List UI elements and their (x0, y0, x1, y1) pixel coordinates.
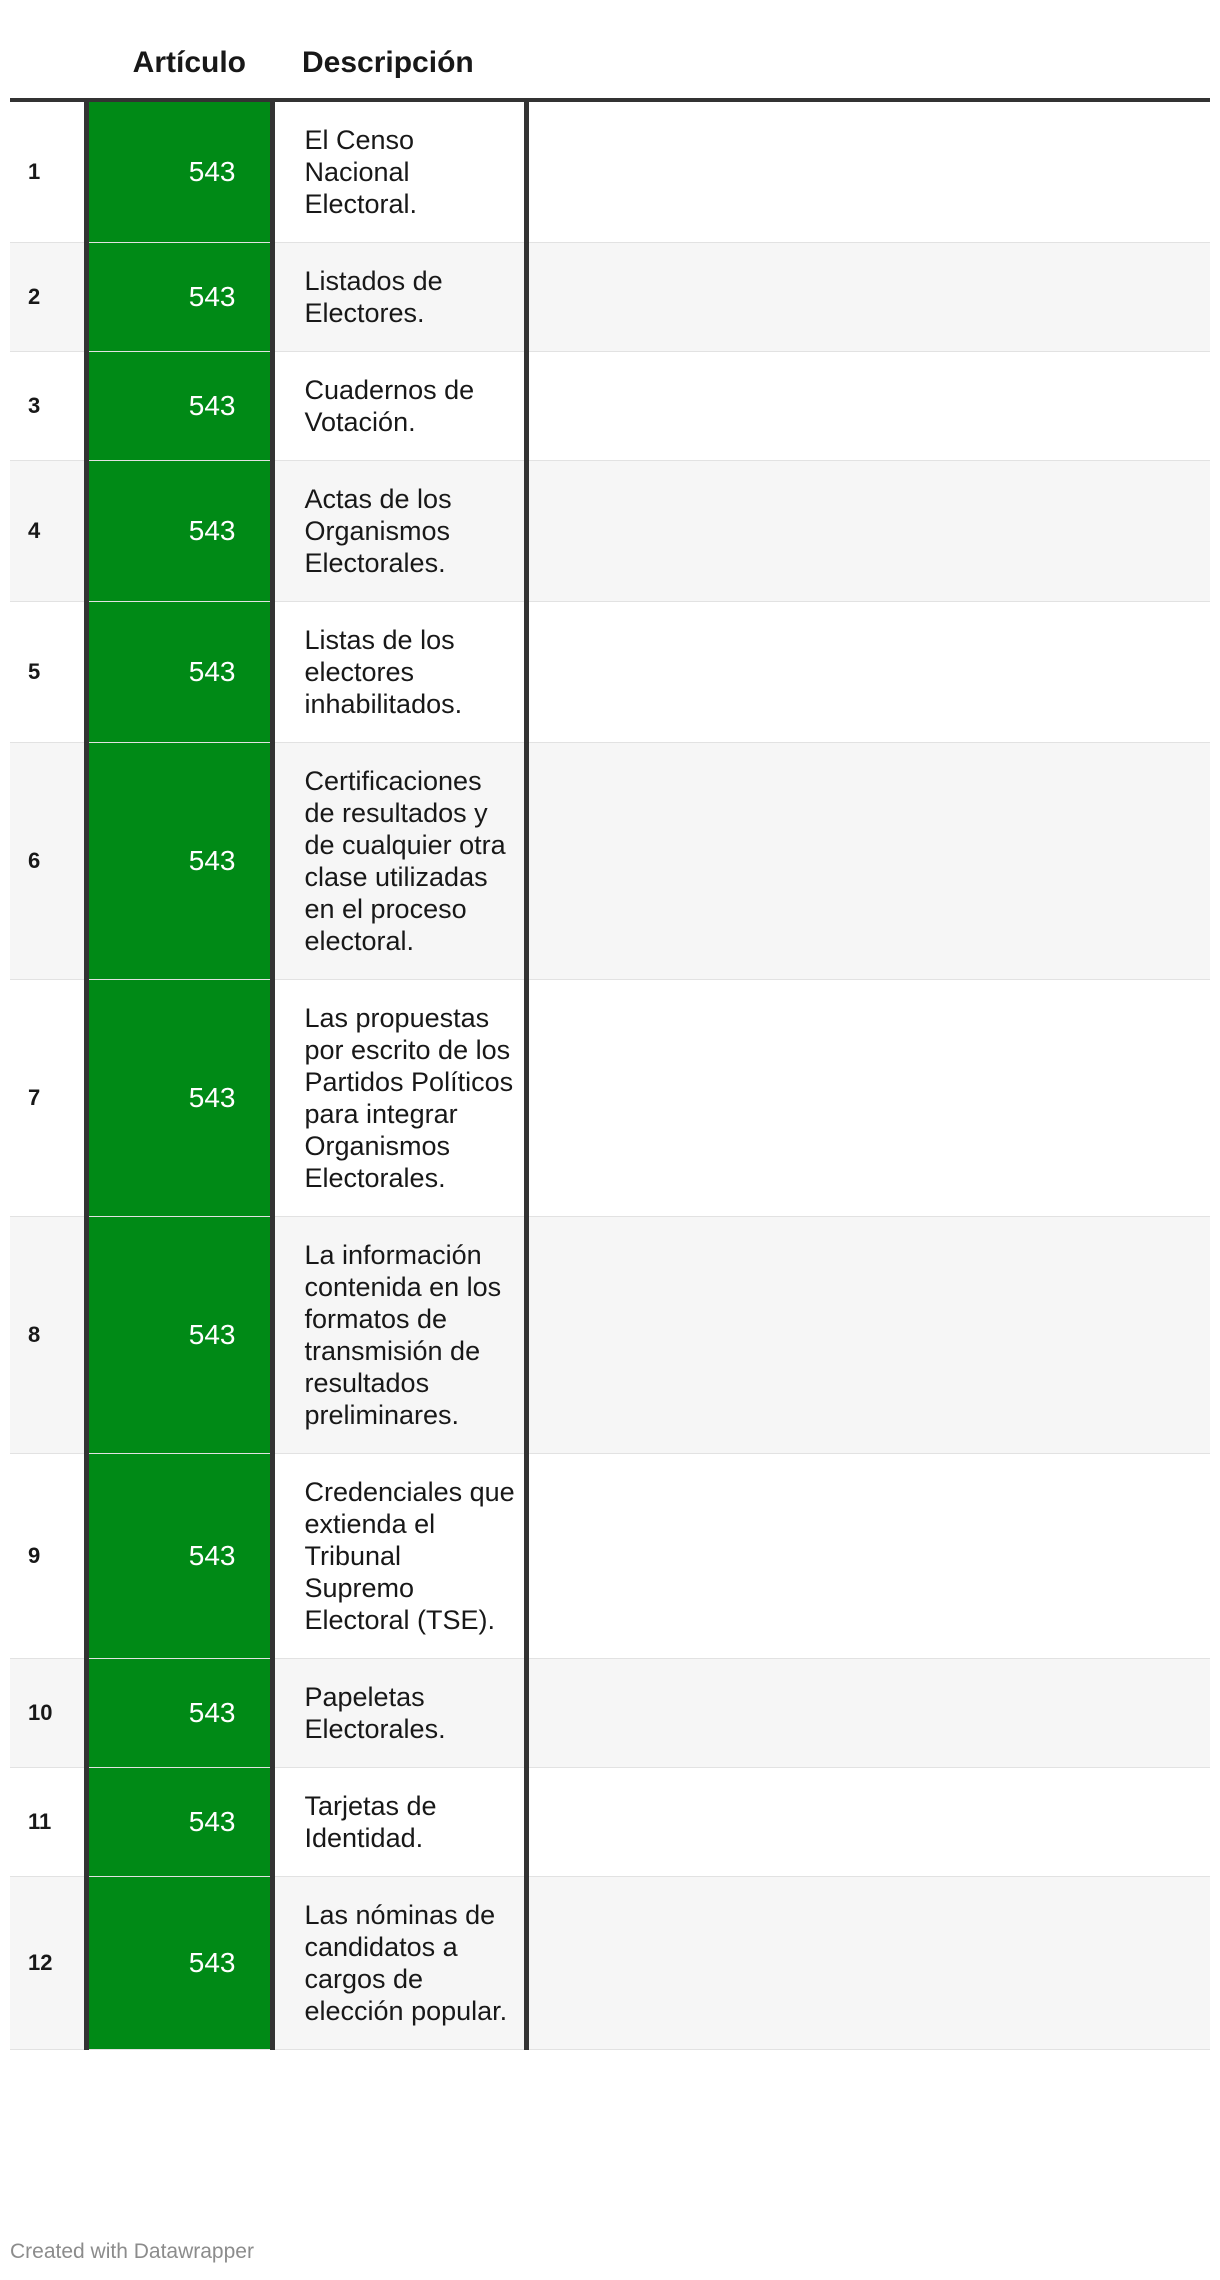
header-index (10, 0, 86, 100)
header-articulo[interactable]: Artículo (86, 0, 272, 100)
table-row (10, 461, 1210, 602)
empty-cell (526, 1659, 1210, 1768)
table-row (10, 1659, 1210, 1768)
empty-cell (526, 980, 1210, 1217)
row-index-cell: 2 (10, 243, 86, 352)
table-row (10, 602, 1210, 743)
empty-cell (526, 1454, 1210, 1659)
row-index-cell: 6 (10, 743, 86, 980)
descripcion-cell: Listas de los electores inhabilitados. (272, 602, 526, 743)
empty-cell (526, 1768, 1210, 1877)
articulo-cell: 543 (86, 1768, 272, 1877)
descripcion-cell: El Censo Nacional Electoral. (272, 100, 526, 243)
empty-cell (526, 1877, 1210, 2050)
table-row (10, 980, 1210, 1217)
empty-cell (526, 243, 1210, 352)
descripcion-cell: Tarjetas de Identidad. (272, 1768, 526, 1877)
row-index-cell: 1 (28, 159, 41, 184)
descripcion-cell: Actas de los Organismos Electorales. (272, 461, 526, 602)
footer-credit[interactable]: Created with Datawrapper (10, 2240, 254, 2263)
row-index-cell: 9 (28, 1543, 41, 1568)
empty-cell (526, 352, 1210, 461)
articulo-cell: 543 (86, 100, 272, 243)
empty-cell (526, 1217, 1210, 1454)
row-index-cell: 5 (28, 659, 41, 684)
table-row (10, 1217, 1210, 1454)
table-row (10, 243, 1210, 352)
articulo-cell: 543 (86, 1659, 272, 1768)
descripcion-cell: Certificaciones de resultados y de cualquier otra clase utilizadas en el proceso electoral. (272, 743, 526, 980)
table-row (10, 352, 1210, 461)
header-empty (526, 0, 1210, 100)
descripcion-cell: Credenciales que extienda el Tribunal Supremo Electoral (TSE). (272, 1454, 526, 1659)
articulo-cell: 543 (86, 1454, 272, 1659)
row-index-cell: 8 (10, 1217, 86, 1454)
articulo-cell: 543 (86, 243, 272, 352)
descripcion-cell: La información contenida en los formatos de transmisión de resultados preliminares. (272, 1217, 526, 1454)
articulo-cell: 543 (86, 461, 272, 602)
header-descripcion[interactable]: Descripción (272, 0, 526, 100)
row-index-cell: 7 (28, 1085, 41, 1110)
descripcion-cell: Las propuestas por escrito de los Partidos Políticos para integrar Organismos Electorales. (272, 980, 526, 1217)
empty-cell (526, 743, 1210, 980)
row-index-cell: 10 (10, 1659, 86, 1768)
row-index-cell: 12 (10, 1877, 86, 2050)
table-row (10, 1877, 1210, 2050)
row-index-cell: 4 (10, 461, 86, 602)
descripcion-cell: Listados de Electores. (272, 243, 526, 352)
articulo-cell: 543 (86, 980, 272, 1217)
empty-cell (526, 100, 1210, 243)
empty-cell (526, 602, 1210, 743)
table-body (10, 100, 1210, 2050)
table-row (10, 100, 1210, 243)
table-row (10, 1454, 1210, 1659)
row-index-cell: 11 (28, 1809, 52, 1834)
articulo-cell: 543 (86, 602, 272, 743)
data-table-container (10, 0, 1210, 2050)
descripcion-cell: Papeletas Electorales. (272, 1659, 526, 1768)
articulo-cell: 543 (86, 352, 272, 461)
data-table (10, 0, 1210, 2050)
descripcion-cell: Cuadernos de Votación. (272, 352, 526, 461)
descripcion-cell: Las nóminas de candidatos a cargos de elección popular. (272, 1877, 526, 2050)
empty-cell (526, 461, 1210, 602)
table-header-row (10, 0, 1210, 100)
table-row (10, 1768, 1210, 1877)
table-row (10, 743, 1210, 980)
articulo-cell: 543 (86, 743, 272, 980)
articulo-cell: 543 (86, 1217, 272, 1454)
articulo-cell: 543 (86, 1877, 272, 2050)
row-index-cell: 3 (28, 393, 41, 418)
